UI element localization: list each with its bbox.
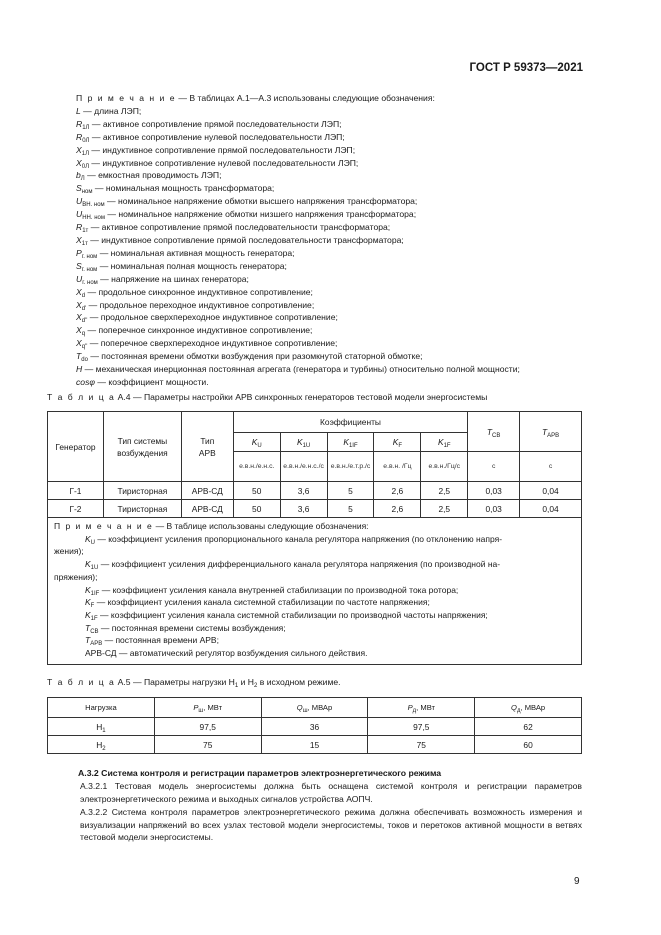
table-cell: 2,6	[374, 500, 421, 518]
coef-header	[374, 433, 421, 452]
table-cell: 97,5	[368, 718, 475, 736]
designation-item: $X_q$ — поперечное синхронное индуктивное сопротивление;	[76, 325, 313, 338]
symbol-subscript: U	[257, 443, 262, 449]
symbol-subscript: АРВ	[547, 432, 560, 439]
coef-unit: е.в.н./е.н.с./с	[280, 452, 327, 482]
note-intro: П р и м е ч а н и е — В таблицах А.1—А.3 использованы следующие обозначения:	[76, 93, 435, 103]
designation-item: $X_{d''}$ — продольное сверхпереходное индуктивное сопротивление;	[76, 312, 338, 325]
designation-item: $U_{г. ном}$ — напряжение на шинах генератора;	[76, 273, 249, 286]
designation-item: $S_{г. ном}$ — номинальная полная мощность генератора;	[76, 260, 287, 273]
symbol-subscript: НН. ном	[82, 215, 105, 222]
coef-unit: е.в.н. /Гц	[374, 452, 421, 482]
designations-note	[76, 92, 596, 389]
coef-unit: е.в.н./е.н.с.	[233, 452, 280, 482]
table-a5	[47, 697, 582, 754]
table-cell: Г-1	[48, 482, 104, 500]
symbol-subscript: 1F	[443, 443, 451, 449]
coef-unit: е.в.н./Гц/с	[421, 452, 468, 482]
table-cell: 2,5	[421, 500, 468, 518]
col-system-type: Тип системы возбуждения	[103, 412, 181, 482]
symbol-subscript: 1т	[82, 228, 89, 235]
symbol-subscript: Л	[80, 176, 85, 183]
symbol: P	[193, 703, 199, 712]
symbol: T	[85, 635, 91, 646]
symbol-subscript: 0Л	[82, 137, 90, 144]
symbol: K	[85, 609, 91, 620]
symbol-subscript: г. ном	[81, 266, 98, 273]
symbol: U	[76, 209, 83, 220]
load-name: $Н_1$	[48, 718, 155, 736]
table-cell: 2,5	[421, 482, 468, 500]
symbol: X	[76, 299, 82, 310]
designation-item: $X_d$ — продольное синхронное индуктивное сопротивление;	[76, 286, 313, 299]
table-row	[48, 500, 582, 518]
table-cell: 50	[233, 500, 280, 518]
symbol: K	[251, 437, 258, 447]
symbol-subscript: ш	[302, 708, 308, 714]
table-a5-caption: Т а б л и ц а А.5 — Параметры нагрузки $Н_1$ и $Н_2$ в исходном режиме.	[47, 677, 341, 689]
paragraph-a321: А.3.2.1 Тестовая модель энергосистемы должна быть оснащена системой контроля и регистрации параметров электроэнергетического режима и выходных сигналов устройства АОПЧ.	[80, 781, 582, 804]
table-cell: 62	[475, 718, 582, 736]
page-number: 9	[574, 876, 580, 887]
symbol: X	[76, 234, 82, 245]
coef-header	[421, 433, 468, 452]
load-name: $Н_2$	[48, 736, 155, 754]
table-cell: 75	[368, 736, 475, 754]
section-heading: А.3.2 Система контроля и регистрации параметров электроэнергетического режима	[78, 768, 442, 778]
symbol-subscript: 1U	[302, 443, 311, 449]
note-line: $K_{1U}$ — коэффициент усиления дифференциального канала регулятора напряжения (по производной на-	[85, 559, 501, 572]
designation-item: $X_{d'}$ — продольное переходное индуктивное сопротивление;	[76, 299, 315, 312]
symbol: K	[296, 437, 303, 447]
symbol: T	[85, 622, 91, 633]
symbol-subscript: d''	[81, 318, 88, 325]
table-cell: 97,5	[154, 718, 261, 736]
table-cell: 75	[154, 736, 261, 754]
designation-item: $X_{1т}$ — индуктивное сопротивление прямой последовательности трансформатора;	[76, 234, 404, 247]
table-a4-caption: Т а б л и ц а А.4 — Параметры настройки АРВ синхронных генераторов тестовой модели энергосистемы	[47, 392, 488, 402]
symbol-subscript: СВ	[90, 628, 99, 635]
symbol: K	[392, 437, 399, 447]
table-cell: 3,6	[280, 500, 327, 518]
designation-item: H — механическая инерционная постоянная агрегата (генератора и турбины) относительно полной мощности;	[76, 364, 520, 375]
symbol: X	[76, 157, 82, 168]
symbol-subscript: г. ном	[81, 253, 98, 260]
designation-item: cosφ — коэффициент мощности.	[76, 376, 209, 387]
designation-item: $R_{1т}$ — активное сопротивление прямой последовательности трансформатора;	[76, 222, 391, 235]
table-row	[48, 736, 582, 754]
symbol: S	[76, 260, 82, 271]
column-header: $P_ш$, МВт	[154, 698, 261, 718]
symbol-subscript: ш	[198, 708, 204, 714]
column-header: Нагрузка	[48, 698, 155, 718]
table-cell: 50	[233, 482, 280, 500]
symbol: P	[407, 703, 413, 712]
symbol: R	[76, 118, 83, 129]
symbol-subscript: 1U	[90, 565, 99, 572]
symbol: R	[76, 222, 83, 233]
symbol-subscript: 1т	[81, 240, 88, 247]
table-cell: 60	[475, 736, 582, 754]
designation-item: $R_{1Л}$ — активное сопротивление прямой последовательности ЛЭП;	[76, 118, 342, 131]
time-unit: с	[468, 452, 520, 482]
designation-item: $R_{0Л}$ — активное сопротивление нулевой последовательности ЛЭП;	[76, 131, 345, 144]
table-cell: 0,03	[468, 500, 520, 518]
col-generator: Генератор	[48, 412, 104, 482]
column-header: $P_д$, МВт	[368, 698, 475, 718]
symbol-subscript: q	[81, 331, 86, 338]
symbol: Q	[296, 703, 303, 712]
symbol: X	[76, 286, 82, 297]
table-row	[48, 482, 582, 500]
note-line: $K_{1F}$ — коэффициент усиления канала системной стабилизации по производной частоты напряжения;	[85, 609, 488, 622]
symbol-subscript: d	[81, 292, 86, 299]
table-cell: Тиристорная	[103, 482, 181, 500]
symbol: T	[76, 351, 82, 362]
table-cell: АРВ-СД	[181, 500, 233, 518]
note-line-continued: пряжения);	[54, 571, 98, 582]
symbol-subscript: 0Л	[81, 163, 90, 170]
symbol: P	[76, 247, 82, 258]
symbol: K	[85, 584, 91, 595]
coef-header	[327, 433, 374, 452]
table-cell: 15	[261, 736, 368, 754]
symbol-subscript: q''	[81, 344, 88, 351]
symbol-subscript: d'	[81, 305, 87, 312]
symbol: R	[76, 131, 83, 142]
symbol: S	[76, 183, 82, 194]
note-line: $K_F$ — коэффициент усиления канала системной стабилизации по частоте напряжения;	[85, 597, 430, 610]
symbol-subscript: ВН. ном	[82, 202, 105, 209]
table-a4-note	[48, 518, 582, 665]
column-header: $Q_ш$, МВАр	[261, 698, 368, 718]
symbol: T	[486, 426, 493, 437]
table-cell: 5	[327, 482, 374, 500]
note-intro: П р и м е ч а н и е — В таблице использованы следующие обозначения:	[54, 521, 369, 531]
symbol: X	[76, 312, 82, 323]
note-line: $T_{СВ}$ — постоянная времени системы возбуждения;	[85, 622, 286, 635]
coef-unit: е.в.н./е.т.р./с	[327, 452, 374, 482]
designation-item: L — длина ЛЭП;	[76, 105, 142, 116]
designation-item: $U_{НН. ном}$ — номинальное напряжение обмотки низшего напряжения трансформатора;	[76, 209, 417, 222]
symbol-subscript: СВ	[492, 432, 501, 439]
designation-item: $X_{0Л}$ — индуктивное сопротивление нулевой последовательности ЛЭП;	[76, 157, 359, 170]
table-cell: 36	[261, 718, 368, 736]
symbol: Q	[511, 703, 517, 712]
symbol: cosφ	[76, 376, 95, 387]
table-cell: 0,03	[468, 482, 520, 500]
symbol: U	[76, 273, 83, 284]
table-cell: 2,6	[374, 482, 421, 500]
symbol-subscript: д	[516, 708, 521, 714]
time-unit: с	[520, 452, 582, 482]
symbol: U	[76, 196, 83, 207]
table-cell: 0,04	[520, 500, 582, 518]
column-header: $Q_д$, МВАр	[475, 698, 582, 718]
col-t-sv	[468, 412, 520, 452]
designation-item: $P_{г. ном}$ — номинальная активная мощность генератора;	[76, 247, 295, 260]
designation-item: $U_{ВН. ном}$ — номинальное напряжение обмотки высшего напряжения трансформатора;	[76, 196, 418, 209]
symbol: K	[85, 559, 91, 570]
symbol: b	[76, 170, 81, 181]
coef-header	[280, 433, 327, 452]
table-cell: 5	[327, 500, 374, 518]
symbol: K	[343, 437, 349, 447]
symbol-subscript: 1IF	[348, 443, 358, 449]
symbol: K	[437, 437, 444, 447]
symbol-subscript: U	[90, 539, 96, 546]
symbol-subscript: 1Л	[81, 150, 90, 157]
symbol: X	[76, 338, 82, 349]
table-row	[48, 718, 582, 736]
symbol: H	[76, 364, 83, 375]
symbol: X	[76, 325, 82, 336]
symbol-subscript: 1Л	[82, 124, 90, 131]
document-id: ГОСТ Р 59373—2021	[469, 62, 583, 74]
symbol: L	[76, 105, 81, 116]
symbol: K	[85, 597, 91, 608]
designation-item: $b_Л$ — емкостная проводимость ЛЭП;	[76, 170, 222, 183]
table-cell: АРВ-СД	[181, 482, 233, 500]
col-t-arv	[520, 412, 582, 452]
symbol-subscript: ном	[81, 189, 93, 196]
note-line-continued: жения);	[54, 546, 84, 557]
symbol-subscript: do	[81, 357, 88, 364]
symbol-subscript: 1F	[90, 615, 98, 622]
coef-header	[233, 433, 280, 452]
designation-item: $S_{ном}$ — номинальная мощность трансформатора;	[76, 183, 275, 196]
symbol-subscript: г. ном	[82, 279, 98, 286]
col-arv-type: Тип АРВ	[181, 412, 233, 482]
symbol-subscript: д	[412, 708, 417, 714]
table-cell: Г-2	[48, 500, 104, 518]
symbol: X	[76, 144, 82, 155]
table-cell: 3,6	[280, 482, 327, 500]
designation-item: $T_{do}$ — постоянная времени обмотки возбуждения при разомкнутой статорной обмотке;	[76, 351, 423, 364]
note-line: $T_{АРВ}$ — постоянная времени АРВ;	[85, 635, 219, 648]
symbol: T	[541, 426, 548, 437]
note-line: $K_{1IF}$ — коэффициент усиления канала внутренней стабилизации по производной тока ротора;	[85, 584, 459, 597]
symbol: K	[85, 533, 91, 544]
symbol-subscript: 1IF	[90, 590, 100, 597]
symbol-subscript: F	[398, 443, 403, 449]
paragraph-a322: А.3.2.2 Система контроля параметров электроэнергетического режима должна обеспечивать возможность измерения и визуализации напряжений во всех узлах тестовой модели энергосистемы, токов и перетоков активной мощности в ветвях тестовой модели энергосистемы.	[80, 807, 582, 843]
col-coefficients: Коэффициенты	[233, 412, 467, 433]
table-cell: 0,04	[520, 482, 582, 500]
designation-item: $X_{1Л}$ — индуктивное сопротивление прямой последовательности ЛЭП;	[76, 144, 356, 157]
symbol-subscript: F	[90, 603, 95, 610]
symbol-subscript: АРВ	[90, 641, 103, 648]
designation-item: $X_{q''}$ — поперечное сверхпереходное индуктивное сопротивление;	[76, 338, 338, 351]
note-line: $K_U$ — коэффициент усиления пропорционального канала регулятора напряжения (по отклонению напря-	[85, 533, 503, 546]
note-line: АРВ-СД — автоматический регулятор возбуждения сильного действия.	[85, 648, 368, 659]
table-a4	[47, 411, 582, 665]
table-cell: Тиристорная	[103, 500, 181, 518]
